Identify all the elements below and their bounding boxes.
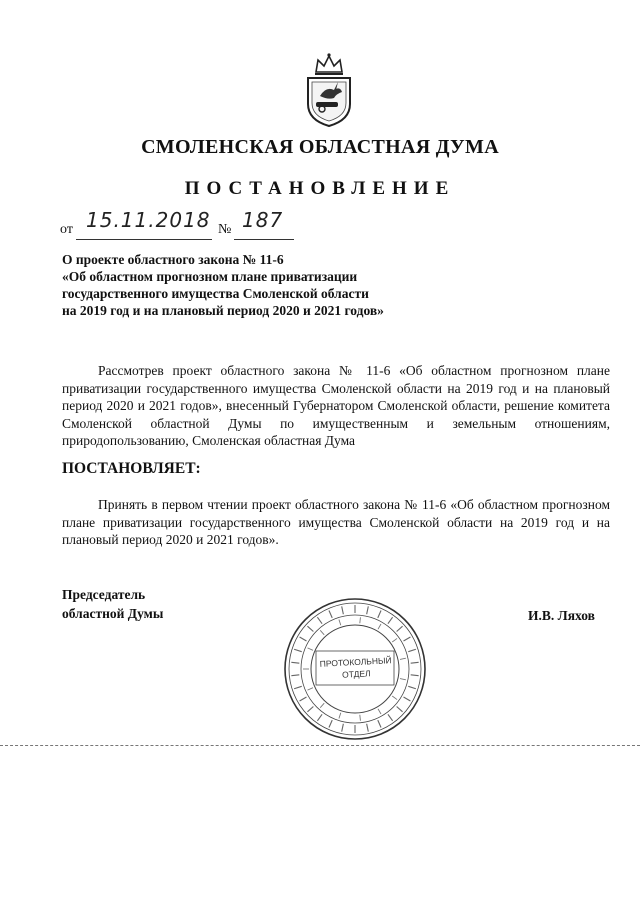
- handwritten-number: 187: [242, 208, 284, 232]
- document-type-heading: ПОСТАНОВЛЕНИЕ: [184, 178, 456, 199]
- document-subject: [62, 251, 482, 319]
- coat-of-arms-icon: [298, 52, 360, 128]
- date-number-line: [60, 208, 320, 238]
- signer-title-line: областной Думы: [62, 606, 164, 621]
- date-prefix: от: [60, 222, 73, 237]
- seal-center-line: ПРОТОКОЛЬНЫЙ: [319, 655, 392, 669]
- number-prefix: №: [218, 222, 232, 237]
- official-seal: [282, 596, 428, 742]
- decree-heading: ПОСТАНОВЛЯЕТ:: [62, 460, 201, 477]
- decision-paragraph: Принять в первом чтении проект областного закона № 11-6 «Об областном прогнозном плане приватизации государственного имущества Смоленской области на 2019 год и на плановый период 2020 и 2021 годов».: [62, 497, 610, 547]
- preamble-paragraph: Рассмотрев проект областного закона № 11-6 «Об областном прогнозном плане приватизации государственного имущества Смоленской области на 2019 год и на плановый период 2020 и 2021 годов», внесенный Губернатором Смоленской области, решение комитета Смоленской областной Думы по имущественным и земельным отношениям, природопользованию, Смоленская областная Дума: [62, 363, 610, 448]
- signer-name: И.В. Ляхов: [528, 608, 595, 623]
- organization-title: СМОЛЕНСКАЯ ОБЛАСТНАЯ ДУМА: [141, 136, 499, 158]
- subject-line: на 2019 год и на плановый период 2020 и 2021 годов»: [62, 303, 384, 318]
- subject-line: «Об областном прогнозном плане приватизации: [62, 269, 358, 284]
- signer-title: [62, 585, 163, 623]
- subject-line: государственного имущества Смоленской области: [62, 286, 369, 301]
- handwritten-date: 15.11.2018: [86, 208, 211, 232]
- seal-center-line: ОТДЕЛ: [341, 668, 371, 680]
- seal-center-label: [317, 654, 394, 682]
- number-underline: [234, 239, 294, 240]
- subject-line: О проекте областного закона № 11-6: [62, 252, 284, 267]
- signer-title-line: Председатель: [62, 587, 146, 602]
- date-underline: [76, 239, 212, 240]
- page-fold-line: [0, 745, 640, 746]
